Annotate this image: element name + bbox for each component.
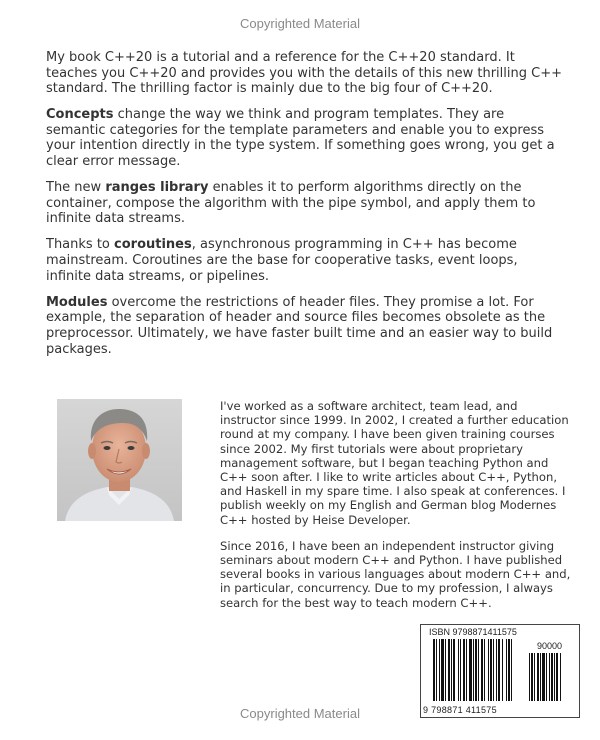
isbn-label: ISBN 9798871411575: [429, 627, 517, 637]
addon-code: 90000: [537, 641, 563, 651]
concepts-text: change the way we think and program templates. They are semantic categories for the template parameters and enable you to express your intention directly in the type system. If something goes wrong, you get a clear error message.: [46, 107, 555, 170]
bio-paragraph-1: I've worked as a software architect, team lead, and instructor since 1999. In 2002, I created a further education round at my company. I have been given training courses since 2002. My first tutorials were about proprietary management software, but I began teaching Python and C++ soon after. I like to write articles about C++, Python, and Haskell in my spare time. I also speak at conferences. I publish weekly on my English and German blog Modernes C++ hosted by Heise Developer.: [220, 399, 569, 527]
ranges-pre: The new: [46, 180, 106, 196]
ranges-text: enables it to perform algorithms directly on the container, compose the algorithm with the pipe symbol, and apply them to infinite data streams.: [46, 180, 536, 227]
modules-text: overcome the restrictions of header files. They promise a lot. For example, the separation of header and source files becomes obsolete as the preprocessor. Ultimately, we have faster built time and an easier way to build packages.: [46, 294, 553, 357]
isbn-digits: 9 798871 411575: [423, 705, 497, 715]
blurb-paragraph-intro: My book C++20 is a tutorial and a reference for the C++20 standard. It teaches you C++20 and provides you with the details of this new thrilling C++ standard. The thrilling factor is mainly due to the big four of C++20.: [46, 50, 562, 97]
coroutines-term: coroutines: [114, 237, 192, 253]
modules-term: Modules: [46, 294, 108, 310]
blurb-paragraph-ranges: [46, 180, 566, 227]
ranges-term: ranges library: [105, 180, 209, 196]
book-blurb: [46, 50, 566, 368]
author-photo: [57, 399, 182, 521]
coroutines-text: , asynchronous programming in C++ has become mainstream. Coroutines are the base for cooperative tasks, event loops, infinite data streams, or pipelines.: [46, 237, 518, 284]
watermark-top: Copyrighted Material: [240, 16, 360, 31]
blurb-paragraph-coroutines: [46, 237, 566, 284]
bio-paragraph-2: Since 2016, I have been an independent instructor giving seminars about modern C++ and Python. I have published several books in various languages about modern C++ and, in particular, concurrency. Due to my profession, I always search for the best way to teach modern C++.: [220, 538, 571, 610]
author-bio: [220, 399, 576, 622]
barcode-bars-icon: [421, 625, 579, 717]
blurb-paragraph-modules: [46, 295, 566, 357]
concepts-term: Concepts: [46, 107, 114, 123]
blurb-paragraph-concepts: [46, 107, 566, 169]
coroutines-pre: Thanks to: [46, 237, 115, 253]
isbn-barcode: [420, 624, 580, 718]
watermark-bottom: Copyrighted Material: [240, 706, 360, 721]
